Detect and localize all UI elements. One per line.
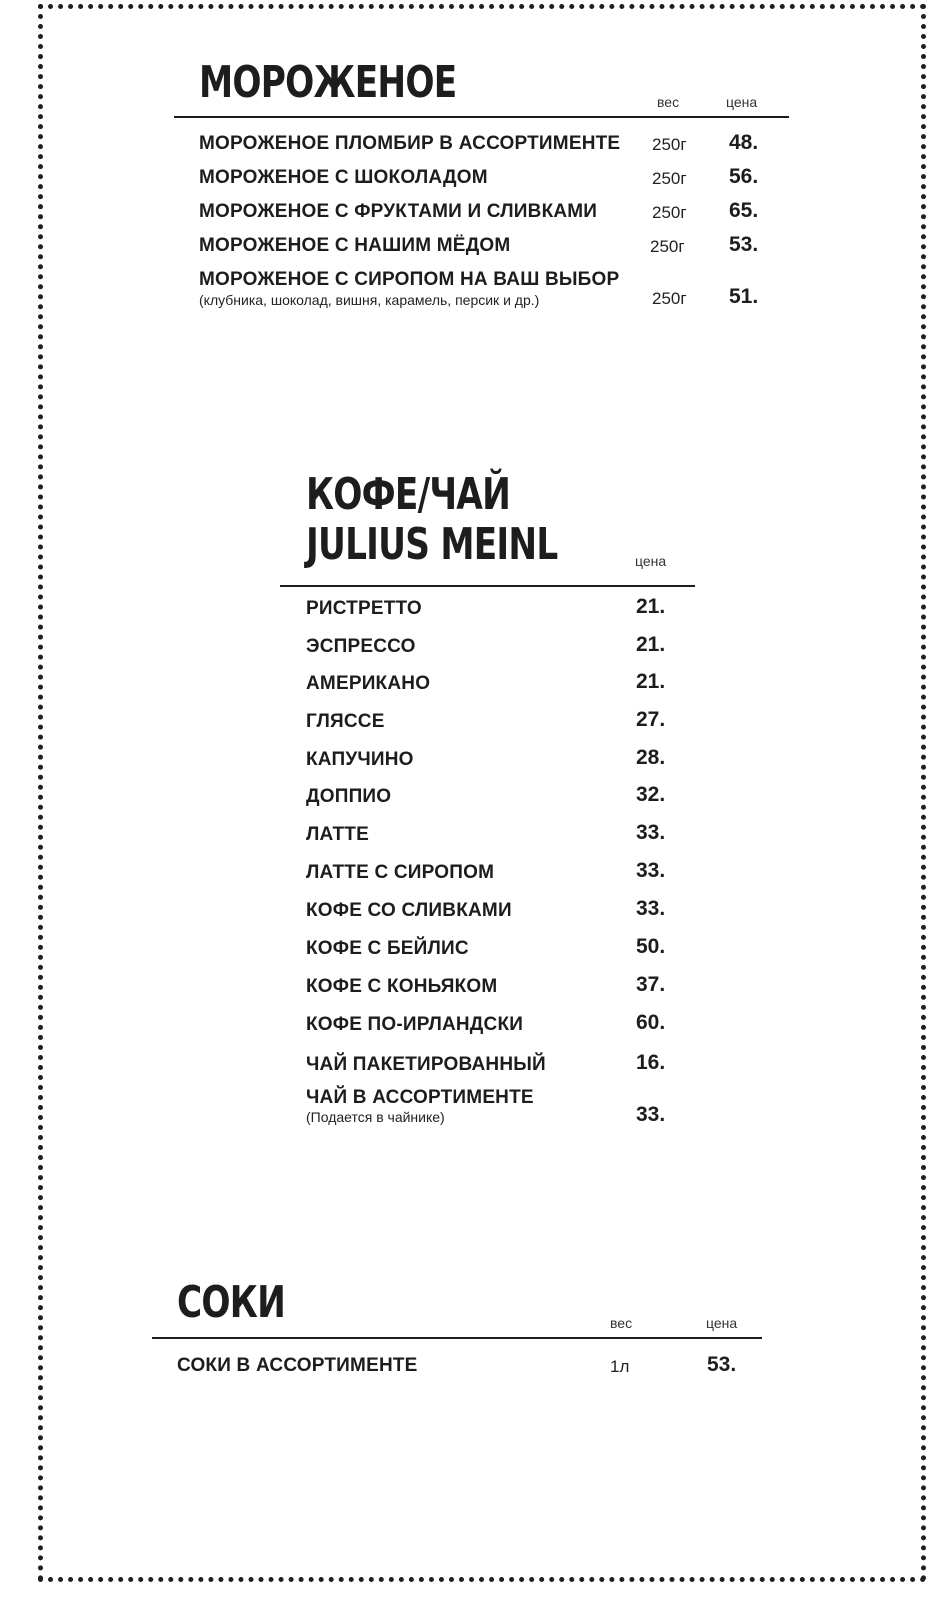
icecream-title: МОРОЖЕНОЕ (199, 57, 457, 108)
item-price: 27. (636, 708, 666, 731)
item-name: МОРОЖЕНОЕ С ФРУКТАМИ И СЛИВКАМИ (199, 201, 598, 222)
item-weight: 250г (652, 289, 687, 308)
item-price: 51. (729, 285, 759, 308)
icecream-weight-header: вес (657, 94, 680, 110)
item-weight: 250г (652, 135, 687, 154)
item-price: 53. (729, 233, 759, 256)
item-price: 33. (636, 1103, 666, 1126)
item-note: (Подается в чайнике) (306, 1109, 445, 1125)
juice-divider (152, 1337, 762, 1339)
item-price: 65. (729, 199, 759, 222)
item-price: 33. (636, 897, 666, 920)
item-name: КАПУЧИНО (306, 749, 414, 770)
item-price: 33. (636, 821, 666, 844)
item-name: МОРОЖЕНОЕ С ШОКОЛАДОМ (199, 167, 488, 188)
juice-section (177, 1278, 767, 1388)
item-price: 21. (636, 595, 666, 618)
item-name: МОРОЖЕНОЕ С СИРОПОМ НА ВАШ ВЫБОР (199, 269, 620, 290)
item-name: МОРОЖЕНОЕ С НАШИМ МЁДОМ (199, 235, 511, 256)
juice-title: СОКИ (177, 1277, 286, 1328)
juice-price-header: цена (706, 1315, 738, 1331)
item-price: 21. (636, 670, 666, 693)
item-name: РИСТРЕТТО (306, 598, 422, 619)
item-name: КОФЕ ПО-ИРЛАНДСКИ (306, 1014, 524, 1035)
item-price: 21. (636, 633, 666, 656)
coffee-title-line1: КОФЕ/ЧАЙ (306, 469, 511, 520)
item-name: ЭСПРЕССО (306, 636, 416, 657)
item-name: ДОППИО (306, 786, 392, 807)
item-name: ЧАЙ В АССОРТИМЕНТЕ (306, 1087, 534, 1108)
item-note: (клубника, шоколад, вишня, карамель, персик и др.) (199, 292, 540, 308)
item-price: 28. (636, 746, 666, 769)
item-price: 56. (729, 165, 759, 188)
item-name: КОФЕ С КОНЬЯКОМ (306, 976, 498, 997)
icecream-price-header: цена (726, 94, 758, 110)
item-price: 48. (729, 131, 759, 154)
item-name: ЛАТТЕ С СИРОПОМ (306, 862, 495, 883)
item-name: МОРОЖЕНОЕ ПЛОМБИР В АССОРТИМЕНТЕ (199, 133, 621, 154)
item-name: ЧАЙ ПАКЕТИРОВАННЫЙ (306, 1054, 546, 1075)
icecream-divider (174, 116, 789, 118)
item-weight: 250г (650, 237, 685, 256)
coffee-section (306, 470, 696, 1130)
juice-weight-header: вес (610, 1315, 633, 1331)
item-name: КОФЕ СО СЛИВКАМИ (306, 900, 512, 921)
item-weight: 250г (652, 169, 687, 188)
item-price: 50. (636, 935, 666, 958)
icecream-section (199, 58, 789, 328)
item-price: 16. (636, 1051, 666, 1074)
item-weight: 250г (652, 203, 687, 222)
item-price: 60. (636, 1011, 666, 1034)
item-name: ЛАТТЕ (306, 824, 369, 845)
item-weight: 1л (610, 1357, 630, 1376)
item-price: 37. (636, 973, 666, 996)
item-price: 32. (636, 783, 666, 806)
item-price: 53. (707, 1353, 737, 1376)
coffee-title-line2: JULIUS MEINL (306, 519, 558, 570)
item-name: АМЕРИКАНО (306, 673, 431, 694)
item-name: ГЛЯССЕ (306, 711, 385, 732)
item-name: КОФЕ С БЕЙЛИС (306, 938, 469, 959)
coffee-price-header: цена (635, 553, 667, 569)
coffee-divider (280, 585, 695, 587)
item-name: СОКИ В АССОРТИМЕНТЕ (177, 1355, 418, 1376)
item-price: 33. (636, 859, 666, 882)
